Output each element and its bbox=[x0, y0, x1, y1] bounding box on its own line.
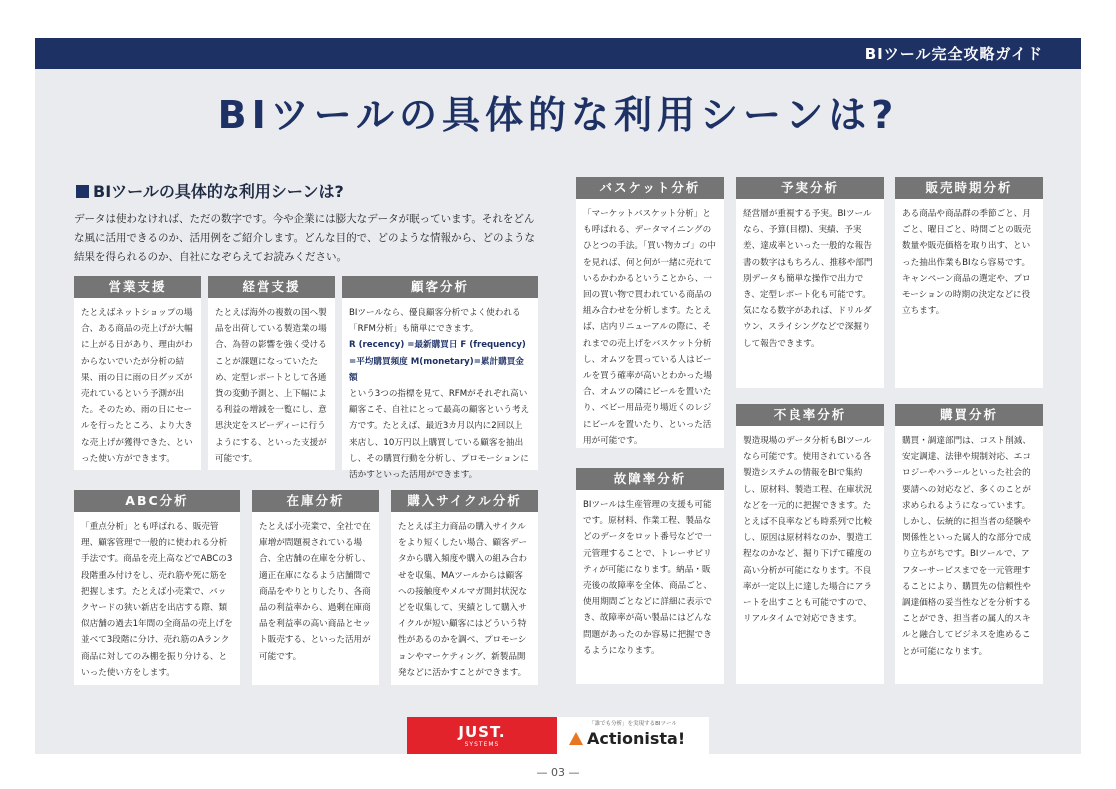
card-zaiko-bunseki bbox=[252, 490, 379, 685]
card-kobai-bunseki bbox=[895, 404, 1043, 684]
page-panel bbox=[35, 38, 1081, 754]
actionista-logo-text: Actionista! bbox=[587, 729, 686, 748]
card-title: 経営支援 bbox=[208, 276, 335, 298]
card-title: ABC分析 bbox=[74, 490, 240, 512]
card-title: バスケット分析 bbox=[576, 177, 724, 199]
triangle-logo-icon bbox=[569, 732, 583, 745]
card-body: 製造現場のデータ分析もBIツールなら可能です。使用されている各製造システムの情報をBIで集約し、原材料、製造工程、在庫状況などを一元的に把握できます。たとえば不良率なども時系列で比較し、原因は原材料なのか、製造工程なのかなど、掘り下げて確度の高い分析が可能になります。不良率が一定以上に達した場合にアラートを出すことも可能ですので、リアルタイムで対応できます。 bbox=[743, 436, 872, 625]
card-title: 営業支援 bbox=[74, 276, 201, 298]
card-hanbai-jiki-bunseki bbox=[895, 177, 1043, 388]
card-body: ある商品や商品群の季節ごと、月ごと、曜日ごと、時間ごとの販売数量や販売価格を取り出す、といった抽出作業もBIなら容易です。キャンペーン商品の選定や、プロモーションの時期の決定などに役立ちます。 bbox=[902, 209, 1031, 317]
section-heading-text: BIツールの具体的な利用シーンは? bbox=[93, 182, 344, 201]
header-bar bbox=[35, 38, 1081, 69]
card-body: たとえばネットショップの場合、ある商品の売上げが大幅に上がる日があり、理由がわからないでいたが分析の結果、雨の日に雨の日グッズが売れているという予測が出た。そのため、雨の日にセールを行ったところ、より大きな売上げが獲得できた、といった使い方ができます。 bbox=[81, 308, 193, 464]
page-title: BIツールの具体的な利用シーンは? bbox=[217, 93, 899, 137]
card-body-intro: BIツールなら、優良顧客分析でよく使われる「RFM分析」も簡単にできます。 bbox=[349, 308, 521, 335]
header-title: BIツール完全攻略ガイド bbox=[864, 45, 1043, 63]
actionista-logo-name bbox=[569, 729, 685, 748]
square-bullet-icon bbox=[76, 185, 89, 198]
card-body: 経営層が重視する予実。BIツールなら、予算(目標)、実績、予実差、達成率といった一般的な報告書の数字はもちろん、推移や部門別データも簡単な操作で出力でき、定型レポート化も可能です。気になる数字があれば、ドリルダウン、スライシングなどで深掘りして報告できます。 bbox=[743, 209, 873, 349]
page-number: — 03 — bbox=[536, 766, 580, 779]
card-furyo-ritsu-bunseki bbox=[736, 404, 884, 684]
justsystems-logo-text: JUST. bbox=[458, 723, 506, 741]
card-basket-bunseki bbox=[576, 177, 724, 448]
sponsor-logos bbox=[407, 717, 709, 754]
card-title: 在庫分析 bbox=[252, 490, 379, 512]
card-body: たとえば海外の複数の国へ製品を出荷している製造業の場合、為替の影響を強く受けることが課題になっていたため、定型レポートとして各通貨の変動予測と、上下幅による利益の増減を一覧にし、意思決定をスピーディーに行うようにする、といった支援が可能です。 bbox=[215, 308, 327, 464]
card-yojitsu-bunseki bbox=[736, 177, 884, 388]
card-body: 購買・調達部門は、コスト削減、安定調達、法律や規制対応、エコロジーやハラールといった社会的要請への対応など、多くのことが求められるようになっています。しかし、伝統的に担当者の経験や関係性といった属人的な部分で成り立ちがちです。BIツールで、アフターサービスまでを一元管理することにより、購買先の信頼性や調達価格の妥当性などを分析することができ、担当者の属人的スキルと融合してビジネスを進めることが可能になります。 bbox=[902, 436, 1031, 657]
card-keiei-shien bbox=[208, 276, 335, 470]
card-kounyu-cycle-bunseki bbox=[391, 490, 538, 685]
card-body: たとえば小売業で、全社で在庫増が問題視されている場合、全店舗の在庫を分析し、適正在庫になるよう店舗間で商品をやりとりしたり、各商品の利益率から、過剰在庫商品を利益率の高い商品とセット販売する、といった活用が可能です。 bbox=[259, 522, 371, 662]
card-body-detail: という3つの指標を見て、RFMがそれぞれ高い顧客こそ、自社にとって最高の顧客という考え方です。たとえば、最近3カ月以内に2回以上来店し、10万円以上購買している顧客を抽出し、その購買行動を分析し、プロモーションに活かすといった活用ができます。 bbox=[349, 389, 530, 481]
card-kosho-ritsu-bunseki bbox=[576, 468, 724, 684]
card-body: 「マーケットバスケット分析」とも呼ばれる、データマイニングのひとつの手法。「買い物カゴ」の中を見れば、何と何が一緒に売れているかわかるということから、一回の買い物で買われている商品の組み合わせを分析します。たとえば、店内リニューアルの際に、それまでの売上げをバスケット分析し、オムツを買っている人はビールを買う確率が高いとわかった場合、オムツの隣にビールを置いたり、ベビー用品売り場近くのレジにビールを置いたり、といった活用が可能です。 bbox=[583, 209, 717, 446]
card-title: 購入サイクル分析 bbox=[391, 490, 538, 512]
actionista-tagline: 「誰でも分析」を実現するBIツール bbox=[589, 721, 677, 727]
card-body bbox=[342, 298, 538, 489]
justsystems-logo bbox=[407, 717, 557, 754]
rfm-definition: R (recency) =最新購買日 F (frequency) =平均購買頻度 M(monetary)=累計購買金額 bbox=[349, 340, 526, 383]
card-title: 購買分析 bbox=[895, 404, 1043, 426]
card-body: BIツールは生産管理の支援も可能です。原材料、作業工程、製品などのデータをロット番号などで一元管理することで、トレーサビリティが可能になります。納品・販売後の故障率を全体、商品ごと、使用期間ごとなどに詳細に表示でき、故障率が高い製品にはどんな問題があったのか容易に把握できるようになります。 bbox=[583, 500, 712, 656]
card-title: 故障率分析 bbox=[576, 468, 724, 490]
card-kokyaku-bunseki bbox=[342, 276, 538, 481]
card-body: たとえば主力商品の購入サイクルをより短くしたい場合、顧客データから購入頻度や購入の組み合わせを収集、MAツールからは顧客への接触度やメルマガ開封状況などを収集して、実績として購入サイクルが短い顧客にはどういう特性があるのかを調べ、プロモーションやマーケティング、新製品開発などに活かすことができます。 bbox=[398, 522, 527, 678]
actionista-logo bbox=[557, 717, 709, 754]
card-title: 予実分析 bbox=[736, 177, 884, 199]
card-body: 「重点分析」とも呼ばれる、販売管理、顧客管理で一般的に使われる分析手法です。商品を売上高などでABCの3段階重み付けをし、売れ筋や死に筋を把握します。たとえば小売業で、バックヤードの狭い新店を出店する際、類似店舗の過去1年間の全商品の売上げを並べて3段階に分け、売れ筋のAランク商品に対してのみ棚を振り分ける、といった使い方をします。 bbox=[81, 522, 233, 678]
card-title: 不良率分析 bbox=[736, 404, 884, 426]
justsystems-logo-subtext: SYSTEMS bbox=[464, 741, 500, 748]
card-abc-bunseki bbox=[74, 490, 240, 685]
card-eigyo-shien bbox=[74, 276, 201, 470]
card-title: 販売時期分析 bbox=[895, 177, 1043, 199]
intro-text: データは使わなければ、ただの数字です。今や企業には膨大なデータが眠っています。それをどんな風に活用できるのか、活用例をご紹介します。どんな目的で、どのような情報から、どのような結果を得られるのか、自社になぞらえてお読みください。 bbox=[74, 213, 535, 263]
section-heading bbox=[76, 179, 344, 202]
card-title: 顧客分析 bbox=[342, 276, 538, 298]
